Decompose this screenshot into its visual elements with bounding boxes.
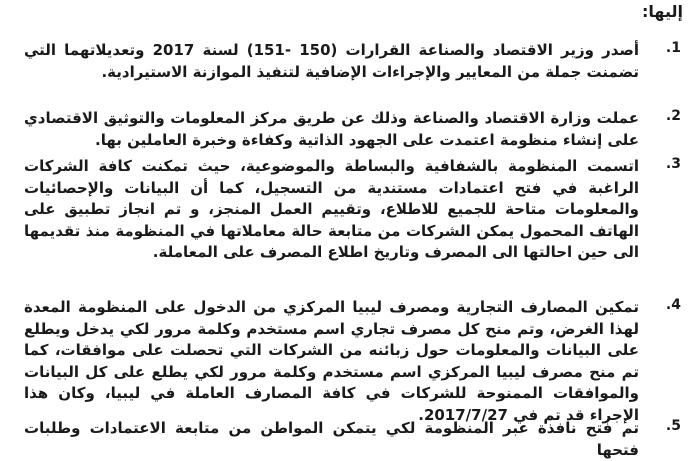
item-number: 2. <box>665 108 681 124</box>
item-text: اتسمت المنظومة بالشفافية والبساطة والموضوعية، حيث تمكنت كافة الشركات الراغبة في فتح اعتمادات مستندية من التسجيل، كما أن البيانات والإحصائيات والمعلومات متاحة للجميع للاطلاع، وتقييم العمل المنجز، و تم انجاز تطبيق على الهاتف المحمول يمكن الشركات من متابعة حالة معاملاتها في المنظومة منذ تقديمها الى حين احالتها الى المصرف وتاريخ اطلاع المصرف على المعاملة. <box>24 157 639 262</box>
item-text: تم فتح نافذة عبر المنظومة لكي يتمكن المواطن من متابعة الاعتمادات وطلبات فتحها <box>24 419 639 459</box>
item-text: تمكين المصارف التجارية ومصرف ليبيا المركزي من الدخول على المنظومة المعدة لهذا الغرض، وتم منح كل مصرف تجاري اسم مستخدم وكلمة مرور لكي يدخل ويطلع على البيانات والمعلومات حول زبائنه من الشركات التي تحصلت على موافقات، كما تم منح مصرف ليبيا المركزي اسم مستخدم وكلمة مرور لكي يطلع على كل البيانات والموافقات الممنوحة للشركات في كافة المصارف العاملة في ليبيا، وكان هذا الإجراء قد تم في 2017/7/27. <box>24 298 639 424</box>
item-number: 4. <box>665 297 681 313</box>
item-text: أصدر وزير الاقتصاد والصناعة القرارات (150 -151) لسنة 2017 وتعديلاتهما التي تضمنت جملة من المعايير والإجراءات الإضافية لتنفيذ الموازنة الاستيرادية. <box>24 41 640 81</box>
section-heading: إليها: <box>642 2 683 21</box>
item-number: 5. <box>665 418 681 434</box>
item-number: 1. <box>665 40 681 56</box>
item-number: 3. <box>665 156 681 172</box>
item-text: عملت وزارة الاقتصاد والصناعة وذلك عن طريق مركز المعلومات والتوثيق الاقتصادي على إنشاء منظومة اعتمدت على الجهود الذاتية وكفاءة وخبرة العاملين بها. <box>24 109 639 149</box>
